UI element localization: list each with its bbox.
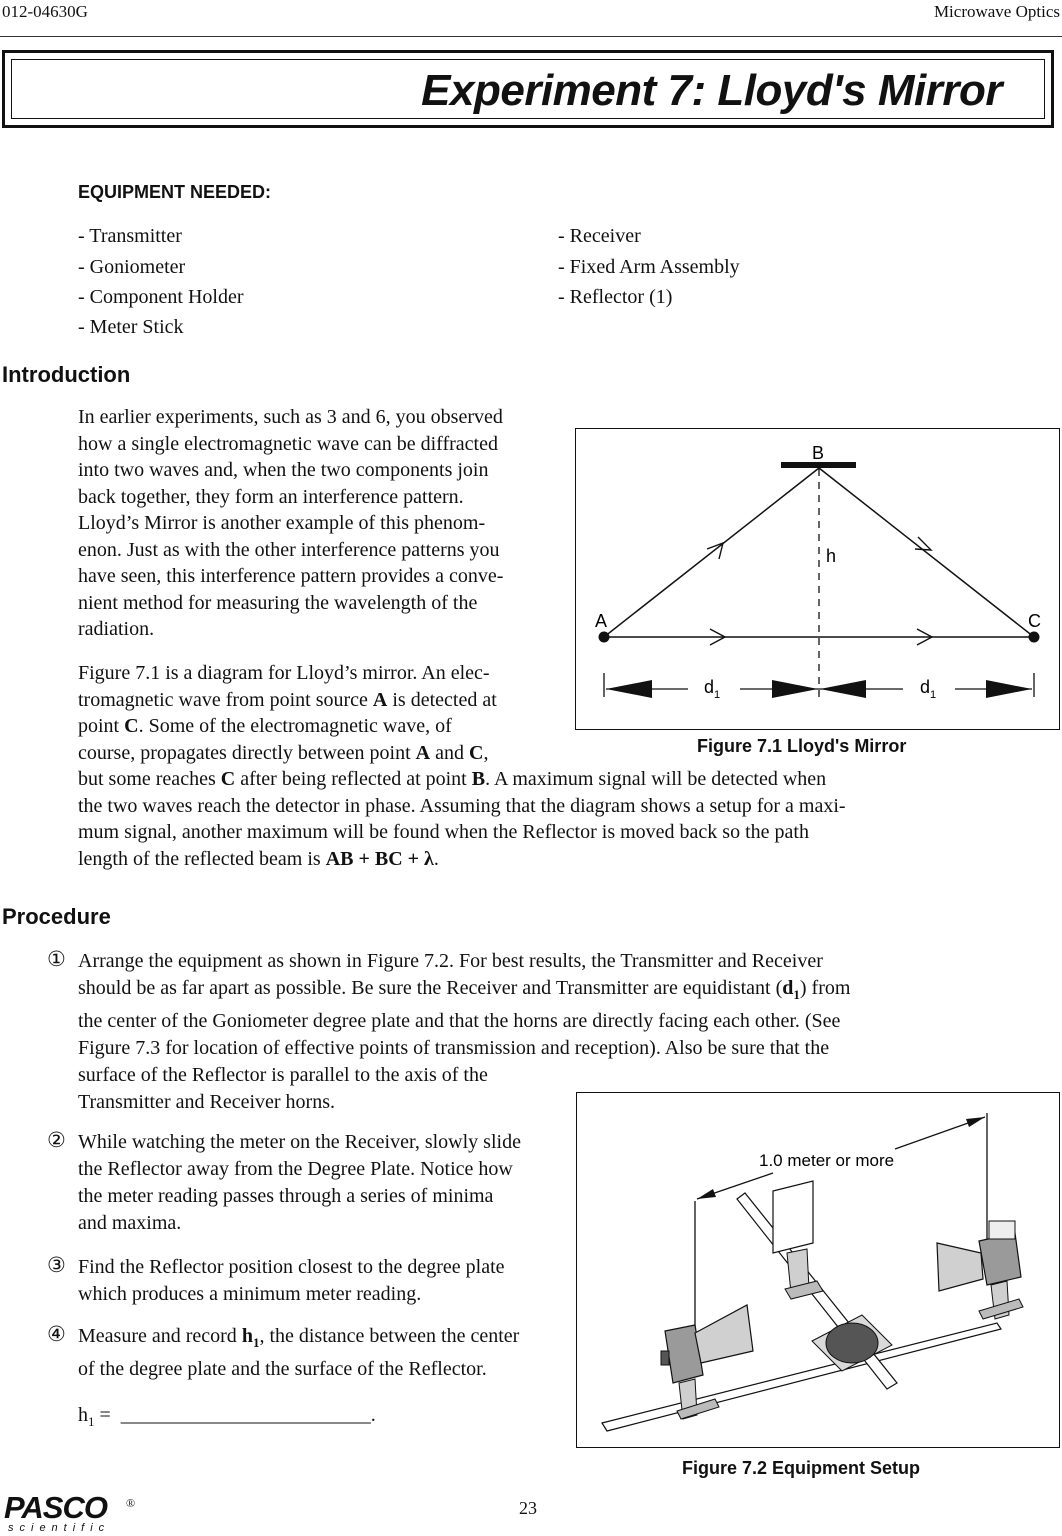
figure-7-1 <box>575 428 1060 730</box>
transmitter-horn <box>695 1305 753 1363</box>
text-line: Measure and record $h_1$, the distance between the center <box>78 1325 520 1350</box>
text-line: have seen, this interference pattern provides a conve- <box>78 565 504 587</box>
label-c: C <box>1028 611 1041 631</box>
title-box <box>2 50 1054 128</box>
dimension-arrowhead <box>986 680 1032 698</box>
label-h: h <box>826 546 837 566</box>
dimension-arrowhead <box>697 1189 716 1199</box>
step-1-text <box>78 948 938 1116</box>
text-line: Arrange the equipment as shown in Figure 7.2. For best results, the Transmitter and Receiver <box>78 950 823 972</box>
header-rule <box>0 36 1062 37</box>
dimension-arrowhead <box>606 680 652 698</box>
text-line: into two waves and, when the two components join <box>78 459 489 481</box>
text-line: of the degree plate and the surface of the Reflector. <box>78 1358 487 1380</box>
text-line: Figure 7.3 for location of effective points of transmission and reception). Also be sure that the <box>78 1037 830 1059</box>
text-line: In earlier experiments, such as 3 and 6, you observed <box>78 406 503 428</box>
equipment-heading: EQUIPMENT NEEDED: <box>78 182 272 202</box>
equipment-item: - Component Holder <box>78 286 244 308</box>
reflected-ray <box>819 468 1034 637</box>
step-2-text <box>78 1129 568 1237</box>
text-line: but some reaches C after being reflected at point B. A maximum signal will be detected when <box>78 768 827 790</box>
h1-answer-line: $h_1$ = _________________________. <box>78 1404 376 1429</box>
doc-number: 012-04630G <box>2 2 88 21</box>
text-line: how a single electromagnetic wave can be diffracted <box>78 432 498 455</box>
title-inner-frame <box>11 59 1045 119</box>
text-line: and maxima. <box>78 1212 182 1234</box>
step-4-number: ④ <box>47 1322 66 1346</box>
text-line: enon. Just as with the other interference patterns you <box>78 538 500 561</box>
text-line: the center of the Goniometer degree plate and that the horns are directly facing each other. (See <box>78 1010 841 1032</box>
step-4-text <box>78 1323 568 1383</box>
text-line: Figure 7.1 is a diagram for Lloyd’s mirror. An elec- <box>78 662 490 684</box>
equipment-item: - Reflector (1) <box>558 286 673 308</box>
text-line: While watching the meter on the Receiver, slowly slide <box>78 1131 521 1153</box>
text-line: should be as far apart as possible. Be sure the Receiver and Transmitter are equidistant $(d_1)$ from <box>78 977 851 1002</box>
equipment-item: - Receiver <box>558 225 641 247</box>
text-line: course, propagates directly between point A and C, <box>78 741 489 764</box>
figure-7-2-caption: Figure 7.2 Equipment Setup <box>682 1458 921 1478</box>
registered-mark: ® <box>126 1496 136 1510</box>
step-2-number: ② <box>47 1128 66 1152</box>
text-line: Find the Reflector position closest to the degree plate <box>78 1256 505 1278</box>
dimension-arrowhead <box>820 680 866 698</box>
label-a: A <box>595 611 608 631</box>
text-line: tromagnetic wave from point source A is detected at <box>78 688 497 711</box>
text-line: nient method for measuring the wavelength of the <box>78 591 478 614</box>
equipment-item: - Fixed Arm Assembly <box>558 256 740 278</box>
dimension-label: 1.0 meter or more <box>759 1151 895 1170</box>
receiver-horn <box>937 1243 983 1291</box>
text-line: radiation. <box>78 618 155 640</box>
text-line: the two waves reach the detector in phase. Assuming that the diagram shows a setup for a maxi- <box>78 794 846 817</box>
goniometer-arm <box>602 1323 1001 1431</box>
text-line: the Reflector away from the Degree Plate. Notice how <box>78 1158 513 1180</box>
receiver-meter <box>989 1221 1015 1239</box>
step-3-text <box>78 1254 568 1308</box>
step-3-number: ③ <box>47 1253 66 1277</box>
text-line: Lloyd’s Mirror is another example of this phenom- <box>78 512 486 534</box>
label-b: B <box>812 443 825 463</box>
text-line: which produces a minimum meter reading. <box>78 1283 422 1305</box>
figure-7-1-caption: Figure 7.1 Lloyd's Mirror <box>697 736 907 756</box>
equipment-item: - Meter Stick <box>78 316 184 338</box>
logo-subtext: scientific <box>8 1522 111 1534</box>
introduction-heading: Introduction <box>2 362 131 387</box>
lloyds-mirror-diagram <box>576 429 1059 729</box>
text-line: the meter reading passes through a series of minima <box>78 1185 494 1207</box>
pasco-logo <box>4 1490 136 1534</box>
text-line: point C. Some of the electromagnetic wave, of <box>78 715 452 737</box>
intro-paragraph-1 <box>78 404 558 643</box>
equipment-item: - Transmitter <box>78 225 182 247</box>
equipment-item: - Goniometer <box>78 256 186 278</box>
text-line: length of the reflected beam is AB + BC + λ. <box>78 847 439 870</box>
manual-title: Microwave Optics <box>933 2 1060 21</box>
dimension-arrowhead <box>772 680 818 698</box>
answer-blank[interactable]: _________________________ <box>120 1404 371 1426</box>
point-a <box>599 632 610 643</box>
figure-7-2 <box>576 1092 1060 1448</box>
equipment-setup-drawing <box>577 1093 1059 1447</box>
text-line: Transmitter and Receiver horns. <box>78 1091 335 1113</box>
receiver-body <box>979 1233 1021 1285</box>
text-line: back together, they form an interference pattern. <box>78 485 464 508</box>
label-d1: $d_1$ <box>920 677 937 701</box>
page-number: 23 <box>519 1498 537 1518</box>
point-c <box>1029 632 1040 643</box>
text-line: mum signal, another maximum will be found when the Reflector is moved back so the path <box>78 821 809 843</box>
degree-plate-center <box>826 1323 878 1363</box>
incident-ray <box>604 468 819 637</box>
page-title: Experiment 7: Lloyd's Mirror <box>421 66 1002 115</box>
step-1-number: ① <box>47 947 66 971</box>
label-d1: $d_1$ <box>704 677 721 701</box>
dimension-arrowhead <box>966 1117 985 1127</box>
text-line: surface of the Reflector is parallel to the axis of the <box>78 1064 488 1086</box>
transmitter-knob <box>661 1351 669 1365</box>
procedure-heading: Procedure <box>2 904 111 929</box>
logo-text: PASCO <box>4 1490 107 1525</box>
reflector <box>773 1181 813 1253</box>
ray-arrowhead <box>915 537 931 550</box>
